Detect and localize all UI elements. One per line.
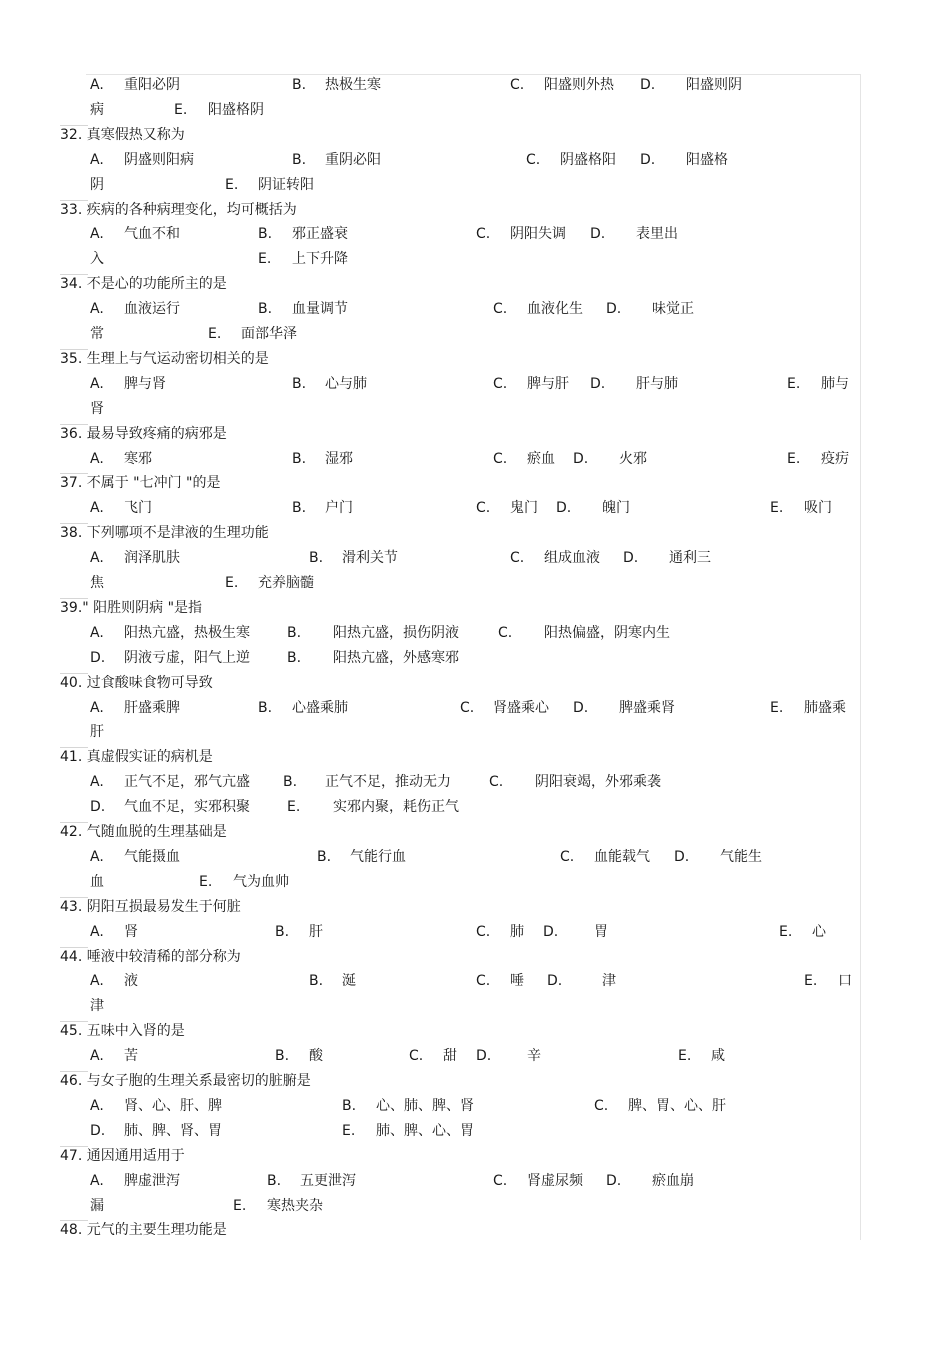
- option-text: 阳盛则外热: [544, 77, 614, 93]
- question-number: 43.: [60, 898, 83, 915]
- option-letter: E.: [225, 176, 239, 193]
- option-letter: B.: [275, 1048, 290, 1065]
- option-text: 味觉正: [652, 301, 694, 318]
- option-letter: C.: [493, 450, 508, 467]
- question-text: 与女子胞的生理关系最密切的脏腑是: [86, 1073, 311, 1089]
- option-letter: A.: [90, 500, 104, 517]
- option-text: 湿邪: [325, 450, 353, 467]
- option-letter: C.: [493, 1172, 508, 1189]
- option-letter: C.: [476, 500, 491, 517]
- option-text: 甜: [443, 1048, 457, 1065]
- question-title: [60, 1072, 311, 1090]
- option-letter: A.: [90, 1048, 104, 1065]
- option-text: 疫疠: [821, 450, 849, 467]
- option-letter: B.: [258, 699, 273, 716]
- option-letter: C.: [498, 624, 513, 641]
- option-letter: A.: [90, 375, 104, 392]
- option-letter: A.: [90, 923, 104, 940]
- option-text: 瘀血: [527, 450, 555, 467]
- option-letter: D.: [543, 923, 559, 940]
- option-text: 肺、脾、心、胃: [376, 1122, 474, 1139]
- question-text: 生理上与气运动密切相关的是: [86, 350, 269, 367]
- option-text: 唾: [510, 973, 524, 990]
- option-text: 入: [90, 251, 104, 268]
- option-letter: C.: [526, 151, 541, 168]
- option-letter: B.: [317, 848, 332, 865]
- question-text: 气随血脱的生理基础是: [86, 824, 227, 840]
- page-frame-right-border: [860, 74, 861, 1240]
- option-letter: C.: [476, 973, 491, 990]
- option-letter: C.: [409, 1048, 424, 1065]
- option-text: 苦: [124, 1048, 138, 1065]
- question-title: [60, 1221, 227, 1239]
- option-letter: D.: [640, 151, 656, 168]
- option-text: 正气不足，推动无力: [325, 774, 451, 791]
- question-title: [60, 898, 241, 916]
- option-letter: C.: [510, 77, 525, 93]
- option-letter: D.: [623, 550, 639, 567]
- question-title: [60, 948, 241, 966]
- question-number: 48.: [60, 1222, 83, 1239]
- option-text: 组成血液: [544, 550, 600, 567]
- option-text: 气能生: [720, 848, 762, 865]
- option-text: 咸: [711, 1048, 725, 1065]
- option-letter: A.: [90, 151, 104, 168]
- option-letter: B.: [267, 1172, 282, 1189]
- option-text: 肾: [90, 400, 104, 417]
- question-text: 不是心的功能所主的是: [86, 276, 227, 293]
- option-letter: E.: [208, 326, 222, 342]
- question-number: 33.: [60, 201, 83, 218]
- option-text: 胃: [594, 923, 608, 940]
- option-letter: A.: [90, 226, 104, 243]
- option-letter: B.: [292, 77, 307, 93]
- option-text: 阳盛则阴: [686, 77, 742, 93]
- option-text: 正气不足，邪气亢盛: [124, 774, 250, 791]
- option-letter: B.: [309, 550, 324, 567]
- question-text: 不属于 "七冲门 "的是: [86, 475, 221, 492]
- option-text: 心、肺、脾、肾: [376, 1097, 474, 1114]
- option-text: 寒邪: [124, 450, 152, 467]
- question-number: 35.: [60, 350, 83, 367]
- option-text: 肾: [124, 923, 138, 940]
- option-letter: A.: [90, 699, 104, 716]
- option-text: 肺与: [821, 375, 849, 392]
- option-letter: A.: [90, 301, 104, 318]
- option-letter: D.: [556, 500, 572, 517]
- option-letter: B.: [342, 1097, 357, 1114]
- option-letter: C.: [560, 848, 575, 865]
- question-number: 44.: [60, 948, 83, 965]
- option-text: 魄门: [602, 500, 630, 517]
- option-letter: C.: [510, 550, 525, 567]
- option-text: 阳热亢盛，外感寒邪: [333, 649, 459, 666]
- option-text: 阳热偏盛，阴寒内生: [544, 624, 670, 641]
- option-letter: C.: [476, 923, 491, 940]
- option-text: 实邪内聚，耗伤正气: [333, 799, 459, 816]
- option-letter: E.: [174, 101, 188, 118]
- option-text: 心盛乘肺: [292, 699, 348, 716]
- option-letter: A.: [90, 774, 104, 791]
- question-title: [60, 1147, 185, 1165]
- question-number: 34.: [60, 276, 83, 293]
- option-letter: B.: [292, 500, 307, 517]
- question-title: [60, 599, 202, 617]
- question-text: 真寒假热又称为: [86, 126, 185, 143]
- option-letter: D.: [590, 226, 606, 243]
- option-letter: A.: [90, 848, 104, 865]
- option-letter: A.: [90, 1172, 104, 1189]
- option-text: 表里出: [636, 226, 678, 243]
- option-text: 脾与肾: [124, 375, 166, 392]
- option-text: 阳盛格阴: [208, 101, 264, 118]
- option-text: 脾、胃、心、肝: [628, 1097, 726, 1114]
- question-text: 真虚假实证的病机是: [86, 749, 213, 766]
- option-text: 脾与肝: [527, 375, 569, 392]
- option-text: 肺盛乘: [804, 699, 846, 716]
- option-letter: C.: [493, 375, 508, 392]
- question-title: [60, 1022, 185, 1040]
- option-text: 阳热亢盛，热极生寒: [124, 624, 250, 641]
- option-letter: D.: [476, 1048, 492, 1065]
- option-letter: E.: [342, 1122, 356, 1139]
- option-letter: D.: [606, 1172, 622, 1189]
- option-text: 阴阳失调: [510, 226, 566, 243]
- option-text: 滑利关节: [342, 550, 398, 567]
- question-text: 最易导致疼痛的病邪是: [86, 425, 227, 442]
- option-letter: E.: [199, 873, 213, 890]
- question-text: 阴阳互损最易发生于何脏: [86, 898, 241, 915]
- option-text: 飞门: [124, 500, 152, 517]
- question-title: [60, 474, 221, 492]
- option-text: 肺、脾、肾、胃: [124, 1122, 222, 1139]
- option-text: 气能摄血: [124, 848, 180, 865]
- option-letter: A.: [90, 550, 104, 567]
- option-letter: E.: [787, 450, 801, 467]
- option-text: 辛: [527, 1048, 541, 1065]
- option-letter: B.: [283, 774, 298, 791]
- option-text: 重阴必阳: [325, 151, 381, 168]
- question-title: [60, 674, 213, 692]
- option-text: 阴盛格阳: [560, 151, 616, 168]
- option-text: 阴盛则阳病: [124, 151, 194, 168]
- question-title: [60, 275, 227, 293]
- question-text: 通因通用适用于: [86, 1147, 185, 1164]
- question-number: 39.": [60, 599, 89, 616]
- option-letter: B.: [287, 649, 302, 666]
- option-letter: D.: [90, 799, 106, 816]
- option-text: 户门: [325, 500, 353, 517]
- question-text: 下列哪项不是津液的生理功能: [86, 525, 269, 542]
- option-text: 酸: [309, 1048, 323, 1065]
- option-letter: B.: [292, 375, 307, 392]
- option-letter: D.: [573, 699, 589, 716]
- option-letter: A.: [90, 624, 104, 641]
- option-text: 五更泄泻: [300, 1172, 356, 1189]
- question-number: 32.: [60, 126, 83, 143]
- option-letter: E.: [258, 251, 272, 268]
- option-letter: D.: [674, 848, 690, 865]
- question-title: [60, 201, 297, 219]
- option-text: 气血不足，实邪积聚: [124, 799, 250, 816]
- option-text: 通利三: [669, 550, 711, 567]
- option-letter: D.: [606, 301, 622, 318]
- option-letter: D.: [573, 450, 589, 467]
- option-letter: A.: [90, 450, 104, 467]
- question-text: 疾病的各种病理变化，均可概括为: [86, 201, 297, 218]
- option-text: 阴: [90, 176, 104, 193]
- question-title: [60, 823, 227, 841]
- option-text: 心: [812, 923, 826, 940]
- option-text: 阳盛格: [686, 151, 728, 168]
- question-title: [60, 748, 213, 766]
- question-text: 阳胜则阴病 "是指: [93, 599, 203, 616]
- question-number: 40.: [60, 674, 83, 691]
- option-text: 肺: [510, 923, 524, 940]
- option-letter: E.: [804, 973, 818, 990]
- option-text: 邪正盛衰: [292, 226, 348, 243]
- option-text: 病: [90, 101, 104, 118]
- option-text: 肾、心、肝、脾: [124, 1097, 222, 1114]
- option-text: 涎: [342, 973, 356, 990]
- option-text: 吸门: [804, 500, 832, 517]
- option-letter: B.: [258, 226, 273, 243]
- question-text: 元气的主要生理功能是: [86, 1222, 227, 1239]
- option-letter: D.: [640, 77, 656, 93]
- option-text: 肝与肺: [636, 375, 678, 392]
- option-letter: B.: [287, 624, 302, 641]
- option-text: 焦: [90, 575, 104, 591]
- option-letter: B.: [275, 923, 290, 940]
- question-number: 41.: [60, 749, 83, 766]
- option-text: 上下升降: [292, 251, 348, 268]
- option-text: 阴阳衰竭，外邪乘袭: [535, 774, 661, 791]
- question-title: [60, 350, 269, 368]
- option-text: 瘀血崩: [652, 1172, 694, 1189]
- option-text: 血能载气: [594, 848, 650, 865]
- question-number: 38.: [60, 525, 83, 542]
- option-text: 血液运行: [124, 301, 180, 318]
- option-letter: C.: [460, 699, 475, 716]
- option-text: 阴证转阳: [258, 176, 314, 193]
- option-text: 面部华泽: [241, 326, 297, 342]
- option-letter: E.: [770, 500, 784, 517]
- option-text: 重阳必阴: [124, 77, 180, 93]
- option-text: 液: [124, 973, 138, 990]
- page-frame-top-border: [86, 74, 861, 75]
- option-text: 口: [838, 973, 852, 990]
- option-text: 鬼门: [510, 500, 538, 517]
- option-text: 肝盛乘脾: [124, 699, 180, 716]
- option-text: 漏: [90, 1197, 104, 1214]
- option-text: 血量调节: [292, 301, 348, 318]
- option-letter: B.: [309, 973, 324, 990]
- question-number: 36.: [60, 425, 83, 442]
- option-letter: E.: [225, 575, 239, 591]
- question-number: 47.: [60, 1147, 83, 1164]
- option-letter: A.: [90, 1097, 104, 1114]
- option-text: 肝: [90, 724, 104, 741]
- option-text: 肾盛乘心: [493, 699, 549, 716]
- option-text: 血: [90, 873, 104, 890]
- question-text: 过食酸味食物可导致: [86, 674, 213, 691]
- option-letter: B.: [258, 301, 273, 318]
- option-letter: D.: [590, 375, 606, 392]
- option-text: 热极生寒: [325, 77, 381, 93]
- question-number: 45.: [60, 1023, 83, 1040]
- question-title: [60, 524, 269, 542]
- option-text: 气为血帅: [233, 873, 289, 890]
- option-letter: B.: [292, 450, 307, 467]
- option-text: 脾虚泄泻: [124, 1172, 180, 1189]
- option-letter: C.: [594, 1097, 609, 1114]
- option-letter: E.: [770, 699, 784, 716]
- option-text: 气能行血: [350, 848, 406, 865]
- option-text: 气血不和: [124, 226, 180, 243]
- option-letter: E.: [233, 1197, 247, 1214]
- option-text: 寒热夹杂: [267, 1197, 323, 1214]
- question-text: 唾液中较清稀的部分称为: [86, 948, 241, 965]
- option-letter: D.: [547, 973, 563, 990]
- option-text: 肾虚尿频: [527, 1172, 583, 1189]
- option-text: 心与肺: [325, 375, 367, 392]
- option-letter: E.: [287, 799, 301, 816]
- question-number: 37.: [60, 475, 83, 492]
- option-text: 肝: [309, 923, 323, 940]
- option-text: 血液化生: [527, 301, 583, 318]
- option-text: 充养脑髓: [258, 575, 314, 591]
- option-letter: E.: [678, 1048, 692, 1065]
- option-letter: C.: [476, 226, 491, 243]
- option-letter: E.: [787, 375, 801, 392]
- option-text: 阳热亢盛，损伤阴液: [333, 624, 459, 641]
- option-text: 常: [90, 326, 104, 342]
- option-letter: A.: [90, 77, 104, 93]
- option-letter: D.: [90, 1122, 106, 1139]
- option-text: 润泽肌肤: [124, 550, 180, 567]
- option-text: 脾盛乘肾: [619, 699, 675, 716]
- option-letter: A.: [90, 973, 104, 990]
- option-letter: B.: [292, 151, 307, 168]
- question-title: [60, 425, 227, 443]
- question-number: 46.: [60, 1073, 83, 1089]
- option-text: 阴液亏虚，阳气上逆: [124, 649, 250, 666]
- option-text: 火邪: [619, 450, 647, 467]
- question-number: 42.: [60, 824, 83, 840]
- option-letter: C.: [489, 774, 504, 791]
- option-text: 津: [602, 973, 616, 990]
- option-letter: C.: [493, 301, 508, 318]
- option-letter: D.: [90, 649, 106, 666]
- option-text: 津: [90, 998, 104, 1015]
- question-text: 五味中入肾的是: [86, 1023, 185, 1040]
- option-letter: E.: [779, 923, 793, 940]
- question-title: [60, 126, 185, 144]
